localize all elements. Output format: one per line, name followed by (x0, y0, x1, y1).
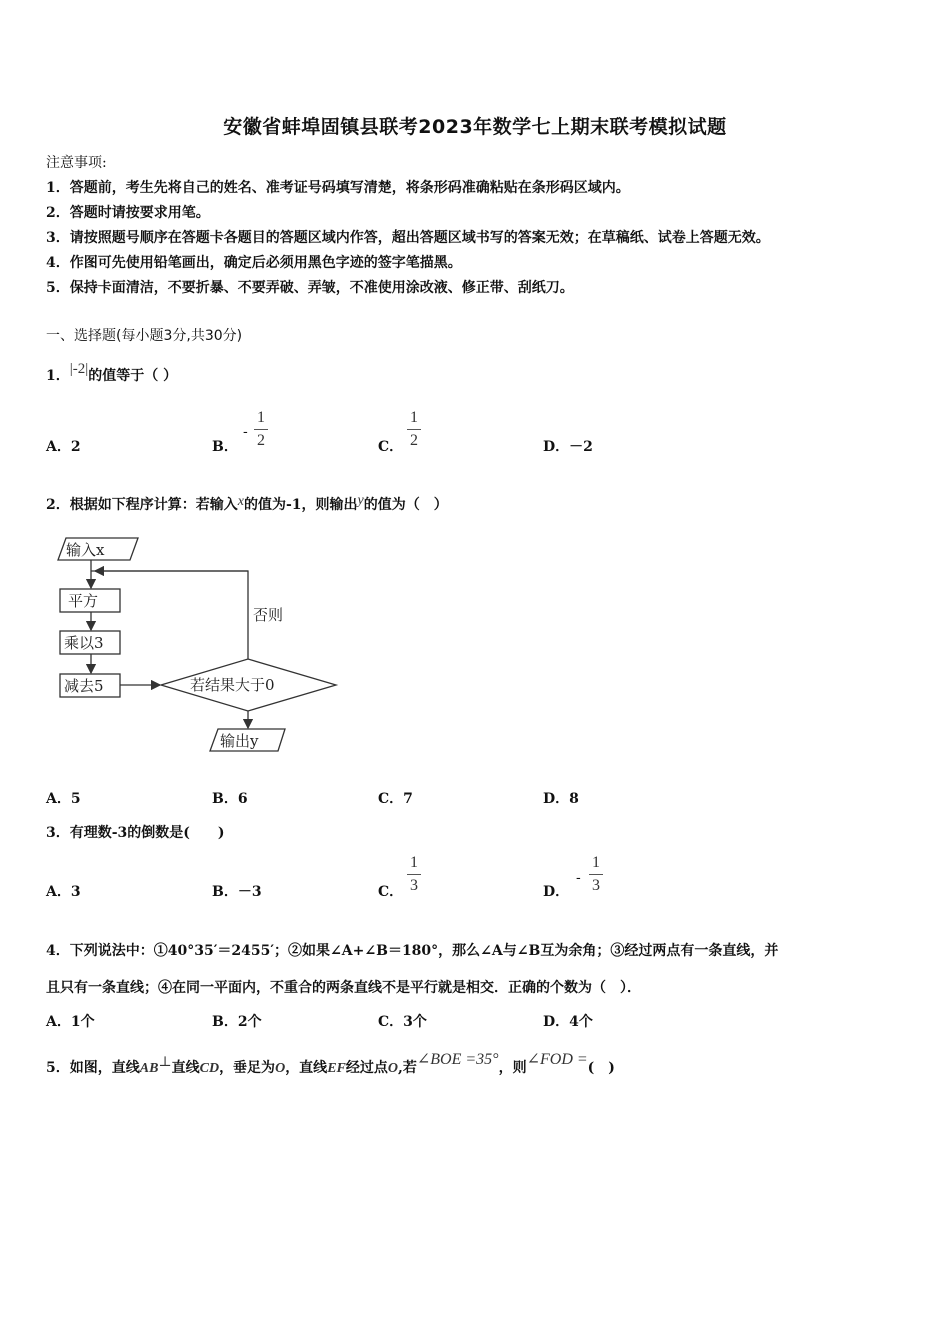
notice-item: 3．请按照题号顺序在答题卡各题目的答题区域内作答，超出答题区域书写的答案无效；在草稿纸、试卷上答题无效。 (46, 230, 770, 246)
numerator: 1 (257, 409, 265, 426)
option-b: B．2个 (212, 1014, 262, 1030)
flow-minus5-label: 减去5 (64, 677, 104, 695)
flow-else-label: 否则 (253, 606, 284, 624)
option-c-fraction (407, 853, 421, 896)
flow-input-label: 输入x (66, 541, 105, 559)
question-5 (46, 1051, 615, 1077)
question-1 (46, 361, 178, 385)
option-b: B．－3 (212, 884, 262, 900)
notice-item: 4．作图可先使用铅笔画出，确定后必须用黑色字迹的签字笔描黑。 (46, 255, 462, 271)
question-text: 的值为（ ） (363, 497, 448, 513)
denominator: 2 (257, 432, 265, 449)
line-ab: AB (139, 1061, 159, 1076)
question-text: ，直线 (285, 1060, 328, 1076)
question-text: 5．如图，直线 (46, 1060, 140, 1076)
page-title: 安徽省蚌埠固镇县联考2023年数学七上期末联考模拟试题 (223, 116, 727, 138)
question-4-line-1: 4．下列说法中：①40°35′＝2455′；②如果∠A+∠B＝180°，那么∠A与∠B互为余角；③经过两点有一条直线，并 (46, 943, 779, 959)
option-b-label: B． (212, 439, 238, 455)
option-c: C．7 (378, 791, 413, 807)
question-text: 经过点 (345, 1060, 388, 1076)
option-a: A．3 (46, 884, 81, 900)
question-text: 的值为-1，则输出 (243, 497, 358, 513)
option-a: A．5 (46, 791, 81, 807)
question-text: ( ) (587, 1060, 615, 1076)
option-b: B．6 (212, 791, 248, 807)
option-c-label: C． (378, 884, 404, 900)
line-cd: CD (199, 1061, 220, 1076)
angle-boe: ∠BOE =35° (416, 1051, 499, 1068)
fraction-bar (254, 429, 268, 430)
question-text: ,若 (398, 1060, 417, 1076)
question-text: ，则 (498, 1060, 527, 1076)
fraction-bar (589, 874, 603, 875)
denominator: 3 (410, 877, 418, 894)
question-text: 2．根据如下程序计算：若输入 (46, 497, 238, 513)
flow-square-label: 平方 (68, 592, 99, 610)
section-heading: 一、选择题(每小题3分,共30分) (46, 328, 243, 344)
option-b-fraction (254, 408, 268, 451)
numerator: 1 (592, 854, 600, 871)
denominator: 3 (592, 877, 600, 894)
notice-heading: 注意事项: (46, 155, 107, 171)
option-d-sign: - (576, 870, 581, 886)
question-4-line-2: 且只有一条直线；④在同一平面内，不重合的两条直线不是平行就是相交．正确的个数为（ ）． (46, 980, 641, 996)
fraction-bar (407, 874, 421, 875)
denominator: 2 (410, 432, 418, 449)
question-2 (46, 494, 448, 514)
point-o: O (387, 1061, 398, 1076)
question-number: 1． (46, 368, 70, 384)
fraction-bar (407, 429, 421, 430)
option-a: A．2 (46, 439, 81, 455)
question-text: 直线 (171, 1060, 200, 1076)
option-c-label: C． (378, 439, 404, 455)
option-c: C．3个 (378, 1014, 427, 1030)
flow-loop-line (91, 571, 248, 659)
option-c-fraction (407, 408, 421, 451)
notice-item: 2．答题时请按要求用笔。 (46, 205, 210, 221)
option-d: D．4个 (543, 1014, 593, 1030)
abs-expression: |-2| (69, 361, 89, 377)
option-d-label: D． (543, 884, 570, 900)
question-3: 3．有理数-3的倒数是( ) (46, 825, 225, 841)
numerator: 1 (410, 409, 418, 426)
flow-output-label: 输出y (220, 732, 259, 750)
notice-item: 5．保持卡面清洁，不要折暴、不要弄破、弄皱，不准使用涂改液、修正带、刮纸刀。 (46, 280, 574, 296)
notice-item: 1．答题前，考生先将自己的姓名、准考证号码填写清楚，将条形码准确粘贴在条形码区域内。 (46, 180, 630, 196)
perpendicular-symbol: ⊥ (158, 1055, 172, 1070)
line-ef: EF (327, 1061, 346, 1076)
question-text: 的值等于（ ） (88, 368, 178, 384)
option-d-fraction (589, 853, 603, 896)
numerator: 1 (410, 854, 418, 871)
point-o: O (275, 1061, 286, 1076)
option-d: D．－2 (543, 439, 593, 455)
angle-fod: ∠FOD = (526, 1051, 588, 1068)
option-d: D．8 (543, 791, 579, 807)
question-text: ，垂足为 (219, 1060, 276, 1076)
var-x: x (237, 494, 244, 509)
flow-decision-label: 若结果大于0 (190, 676, 275, 694)
option-b-sign: - (243, 424, 248, 440)
flowchart (40, 528, 350, 760)
var-y: y (357, 493, 364, 508)
option-a: A．1个 (46, 1014, 95, 1030)
flow-times3-label: 乘以3 (64, 634, 104, 652)
